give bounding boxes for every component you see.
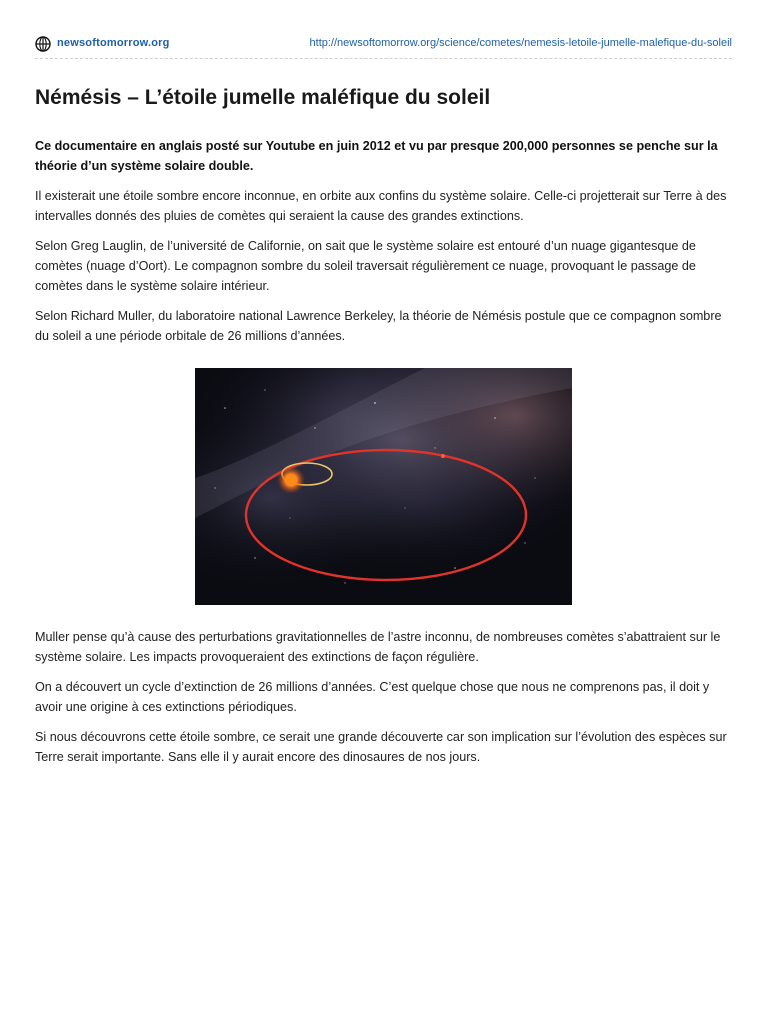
article-paragraph: Selon Richard Muller, du laboratoire national Lawrence Berkeley, la théorie de Némésis postule que ce compagnon sombre du soleil a une période orbitale de 26 millions d’années. xyxy=(35,309,722,343)
article-paragraph: Il existerait une étoile sombre encore inconnue, en orbite aux confins du système solaire. Celle-ci projetterait sur Terre à des intervalles donnés des pluies de comètes qui seraient la cause des grandes extinctions. xyxy=(35,189,727,223)
article-lead: Ce documentaire en anglais posté sur Youtube en juin 2012 et vu par presque 200,000 personnes se penche sur la théorie d’un système solaire double. xyxy=(35,139,718,173)
article-paragraph: Selon Greg Lauglin, de l’université de Californie, on sait que le système solaire est entouré d’un nuage gigantesque de comètes (nuage d’Oort). Le compagnon sombre du soleil traversait régulièrement ce nuage, provoquant le passage de comètes dans le système solaire intérieur. xyxy=(35,239,696,293)
page-header xyxy=(35,34,732,56)
article-paragraph: On a découvert un cycle d’extinction de 26 millions d’années. C’est quelque chose que nous ne comprenons pas, il doit y avoir une origine à ces extinctions périodiques. xyxy=(35,680,710,714)
article-body xyxy=(35,136,732,777)
site-name-link[interactable]: newsoftomorrow.org xyxy=(57,37,170,49)
article-image xyxy=(195,368,572,605)
orbit-illustration xyxy=(195,368,572,605)
orbit-marker xyxy=(441,454,445,458)
sun xyxy=(285,474,297,486)
header-divider xyxy=(35,58,732,59)
article-title: Némésis – L’étoile jumelle maléfique du soleil xyxy=(35,86,491,109)
article-url-link[interactable]: http://newsoftomorrow.org/science/cometes/nemesis-letoile-jumelle-malefique-du-soleil xyxy=(309,37,732,49)
article-paragraph: Muller pense qu’à cause des perturbations gravitationnelles de l’astre inconnu, de nombreuses comètes s’abattraient sur le système solaire. Les impacts provoqueraient des extinctions de façon régulière. xyxy=(35,630,721,664)
article-paragraph: Si nous découvrons cette étoile sombre, ce serait une grande découverte car son implication sur l’évolution des espèces sur Terre serait importante. Sans elle il y aurait encore des dinosaures de nos jours. xyxy=(35,730,727,764)
globe-icon xyxy=(35,36,51,52)
